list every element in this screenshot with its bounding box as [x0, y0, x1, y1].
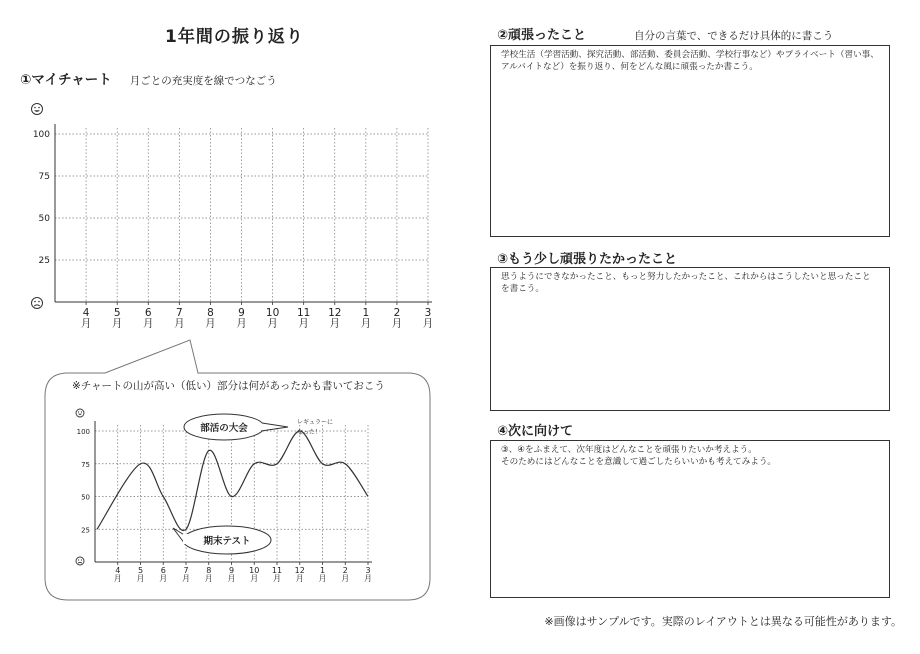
x-tick-label: 5 [137, 566, 144, 575]
x-tick-label: 8 [207, 307, 214, 319]
section-regret-box[interactable] [490, 267, 890, 411]
smile-face-icon [32, 104, 43, 115]
handwritten-note-line-2: なった！ [297, 429, 322, 436]
x-tick-suffix: 月 [250, 574, 259, 583]
y-tick-label: 25 [38, 256, 50, 267]
sad-face-icon [32, 298, 43, 309]
x-tick-label: 1 [362, 307, 370, 319]
x-tick-label: 4 [115, 566, 121, 575]
my-chart-grid [55, 128, 428, 302]
handwritten-note-line-1: レギュラーに [297, 419, 334, 426]
x-tick-suffix: 月 [111, 317, 123, 330]
x-tick-label: 11 [271, 566, 283, 575]
sample-chart-series-line [97, 431, 368, 530]
section-effort-prompt: 学校生活（学習活動、探究活動、部活動、委員会活動、学校行事など）やプライベート（習い事、アルバイトなど）を振り返り、何をどんな風に頑張ったか書こう。 [501, 50, 879, 72]
x-tick-label: 2 [393, 307, 401, 319]
x-tick-label: 12 [294, 566, 305, 575]
chart-section-heading [20, 68, 277, 88]
my-chart-axes [55, 124, 432, 305]
x-tick-label: 2 [342, 566, 348, 575]
x-tick-label: 7 [175, 307, 183, 319]
smile-face-icon [76, 409, 84, 417]
x-tick-suffix: 月 [329, 317, 340, 330]
section-next-box[interactable] [490, 440, 890, 598]
chart-section-note: 月ごとの充実度を線でつなごう [129, 75, 277, 87]
x-tick-suffix: 月 [159, 574, 168, 583]
x-tick-label: 12 [328, 307, 342, 319]
my-chart-x-ticks [81, 307, 433, 330]
x-tick-suffix: 月 [136, 574, 145, 583]
x-tick-label: 3 [365, 566, 371, 575]
annotation-top-text: 部活の大会 [200, 423, 248, 434]
y-tick-label: 100 [76, 428, 90, 437]
x-tick-label: 9 [238, 307, 245, 319]
y-tick-label: 25 [81, 526, 90, 535]
section-effort-box[interactable] [490, 45, 890, 237]
x-tick-suffix: 月 [298, 317, 309, 330]
annotation-bubble-bottom [173, 526, 271, 554]
x-tick-suffix: 月 [364, 574, 372, 583]
x-tick-suffix: 月 [113, 574, 122, 583]
x-tick-label: 7 [183, 566, 189, 575]
section-regret-title: ③もう少し頑張りたかったこと [497, 252, 678, 267]
page-title: 1年間の振り返り [165, 27, 304, 47]
sample-callout-heading: ※チャートの山が高い（低い）部分は何があったかも書いておこう [72, 380, 385, 392]
y-tick-label: 75 [38, 172, 50, 183]
section-effort-title: ②頑張ったこと 自分の言葉で、できるだけ具体的に書こう [497, 28, 834, 43]
x-tick-suffix: 月 [204, 574, 213, 583]
x-tick-suffix: 月 [236, 317, 247, 330]
x-tick-label: 11 [296, 307, 311, 319]
sample-chart-y-ticks [77, 428, 90, 534]
y-tick-label: 100 [32, 130, 50, 141]
footer-note: ※画像はサンプルです。実際のレイアウトとは異なる可能性があります。 [544, 615, 902, 628]
section-next-title: ④次に向けて [497, 424, 574, 439]
x-tick-suffix: 月 [182, 574, 190, 583]
x-tick-suffix: 月 [80, 317, 92, 330]
chart-section-title: ①マイチャート [20, 72, 112, 88]
x-tick-label: 8 [206, 566, 212, 575]
x-tick-suffix: 月 [422, 317, 434, 330]
x-tick-suffix: 月 [295, 574, 304, 583]
x-tick-label: 4 [82, 307, 90, 319]
y-tick-label: 50 [81, 493, 90, 502]
x-tick-label: 5 [113, 307, 121, 319]
x-tick-suffix: 月 [318, 574, 327, 583]
x-tick-suffix: 月 [174, 317, 185, 330]
sample-chart [60, 400, 390, 595]
x-tick-suffix: 月 [391, 317, 403, 330]
x-tick-suffix: 月 [205, 317, 216, 330]
annotation-bubble-top [184, 414, 288, 440]
x-tick-label: 6 [160, 566, 166, 575]
x-tick-label: 10 [265, 307, 280, 319]
my-chart[interactable] [0, 95, 460, 345]
x-tick-suffix: 月 [360, 317, 372, 330]
section-effort-note: 自分の言葉で、できるだけ具体的に書こう [634, 30, 834, 42]
x-tick-suffix: 月 [143, 317, 154, 330]
x-tick-label: 9 [228, 566, 235, 575]
sad-face-icon [76, 557, 84, 565]
x-tick-suffix: 月 [227, 574, 236, 583]
y-tick-label: 50 [38, 214, 50, 225]
section-next-prompt: ③、④をふまえて、次年度はどんなことを頑張りたいか考えよう。 そのためにはどんなことを意識して過ごしたらいいかも考えてみよう。 [501, 445, 777, 467]
my-chart-y-ticks [33, 130, 50, 266]
x-tick-label: 10 [249, 566, 260, 575]
x-tick-label: 3 [424, 307, 432, 319]
y-tick-label: 75 [81, 460, 90, 469]
x-tick-label: 6 [144, 307, 152, 319]
sample-chart-x-ticks [114, 566, 372, 583]
section-regret-prompt: 思うようにできなかったこと、もっと努力したかったこと、これからはこうしたいと思ったことを書こう。 [501, 272, 871, 294]
x-tick-suffix: 月 [273, 574, 281, 583]
annotation-bottom-text: 期末テスト [203, 536, 251, 547]
x-tick-label: 1 [319, 566, 326, 575]
x-tick-suffix: 月 [267, 317, 278, 330]
x-tick-suffix: 月 [341, 574, 350, 583]
